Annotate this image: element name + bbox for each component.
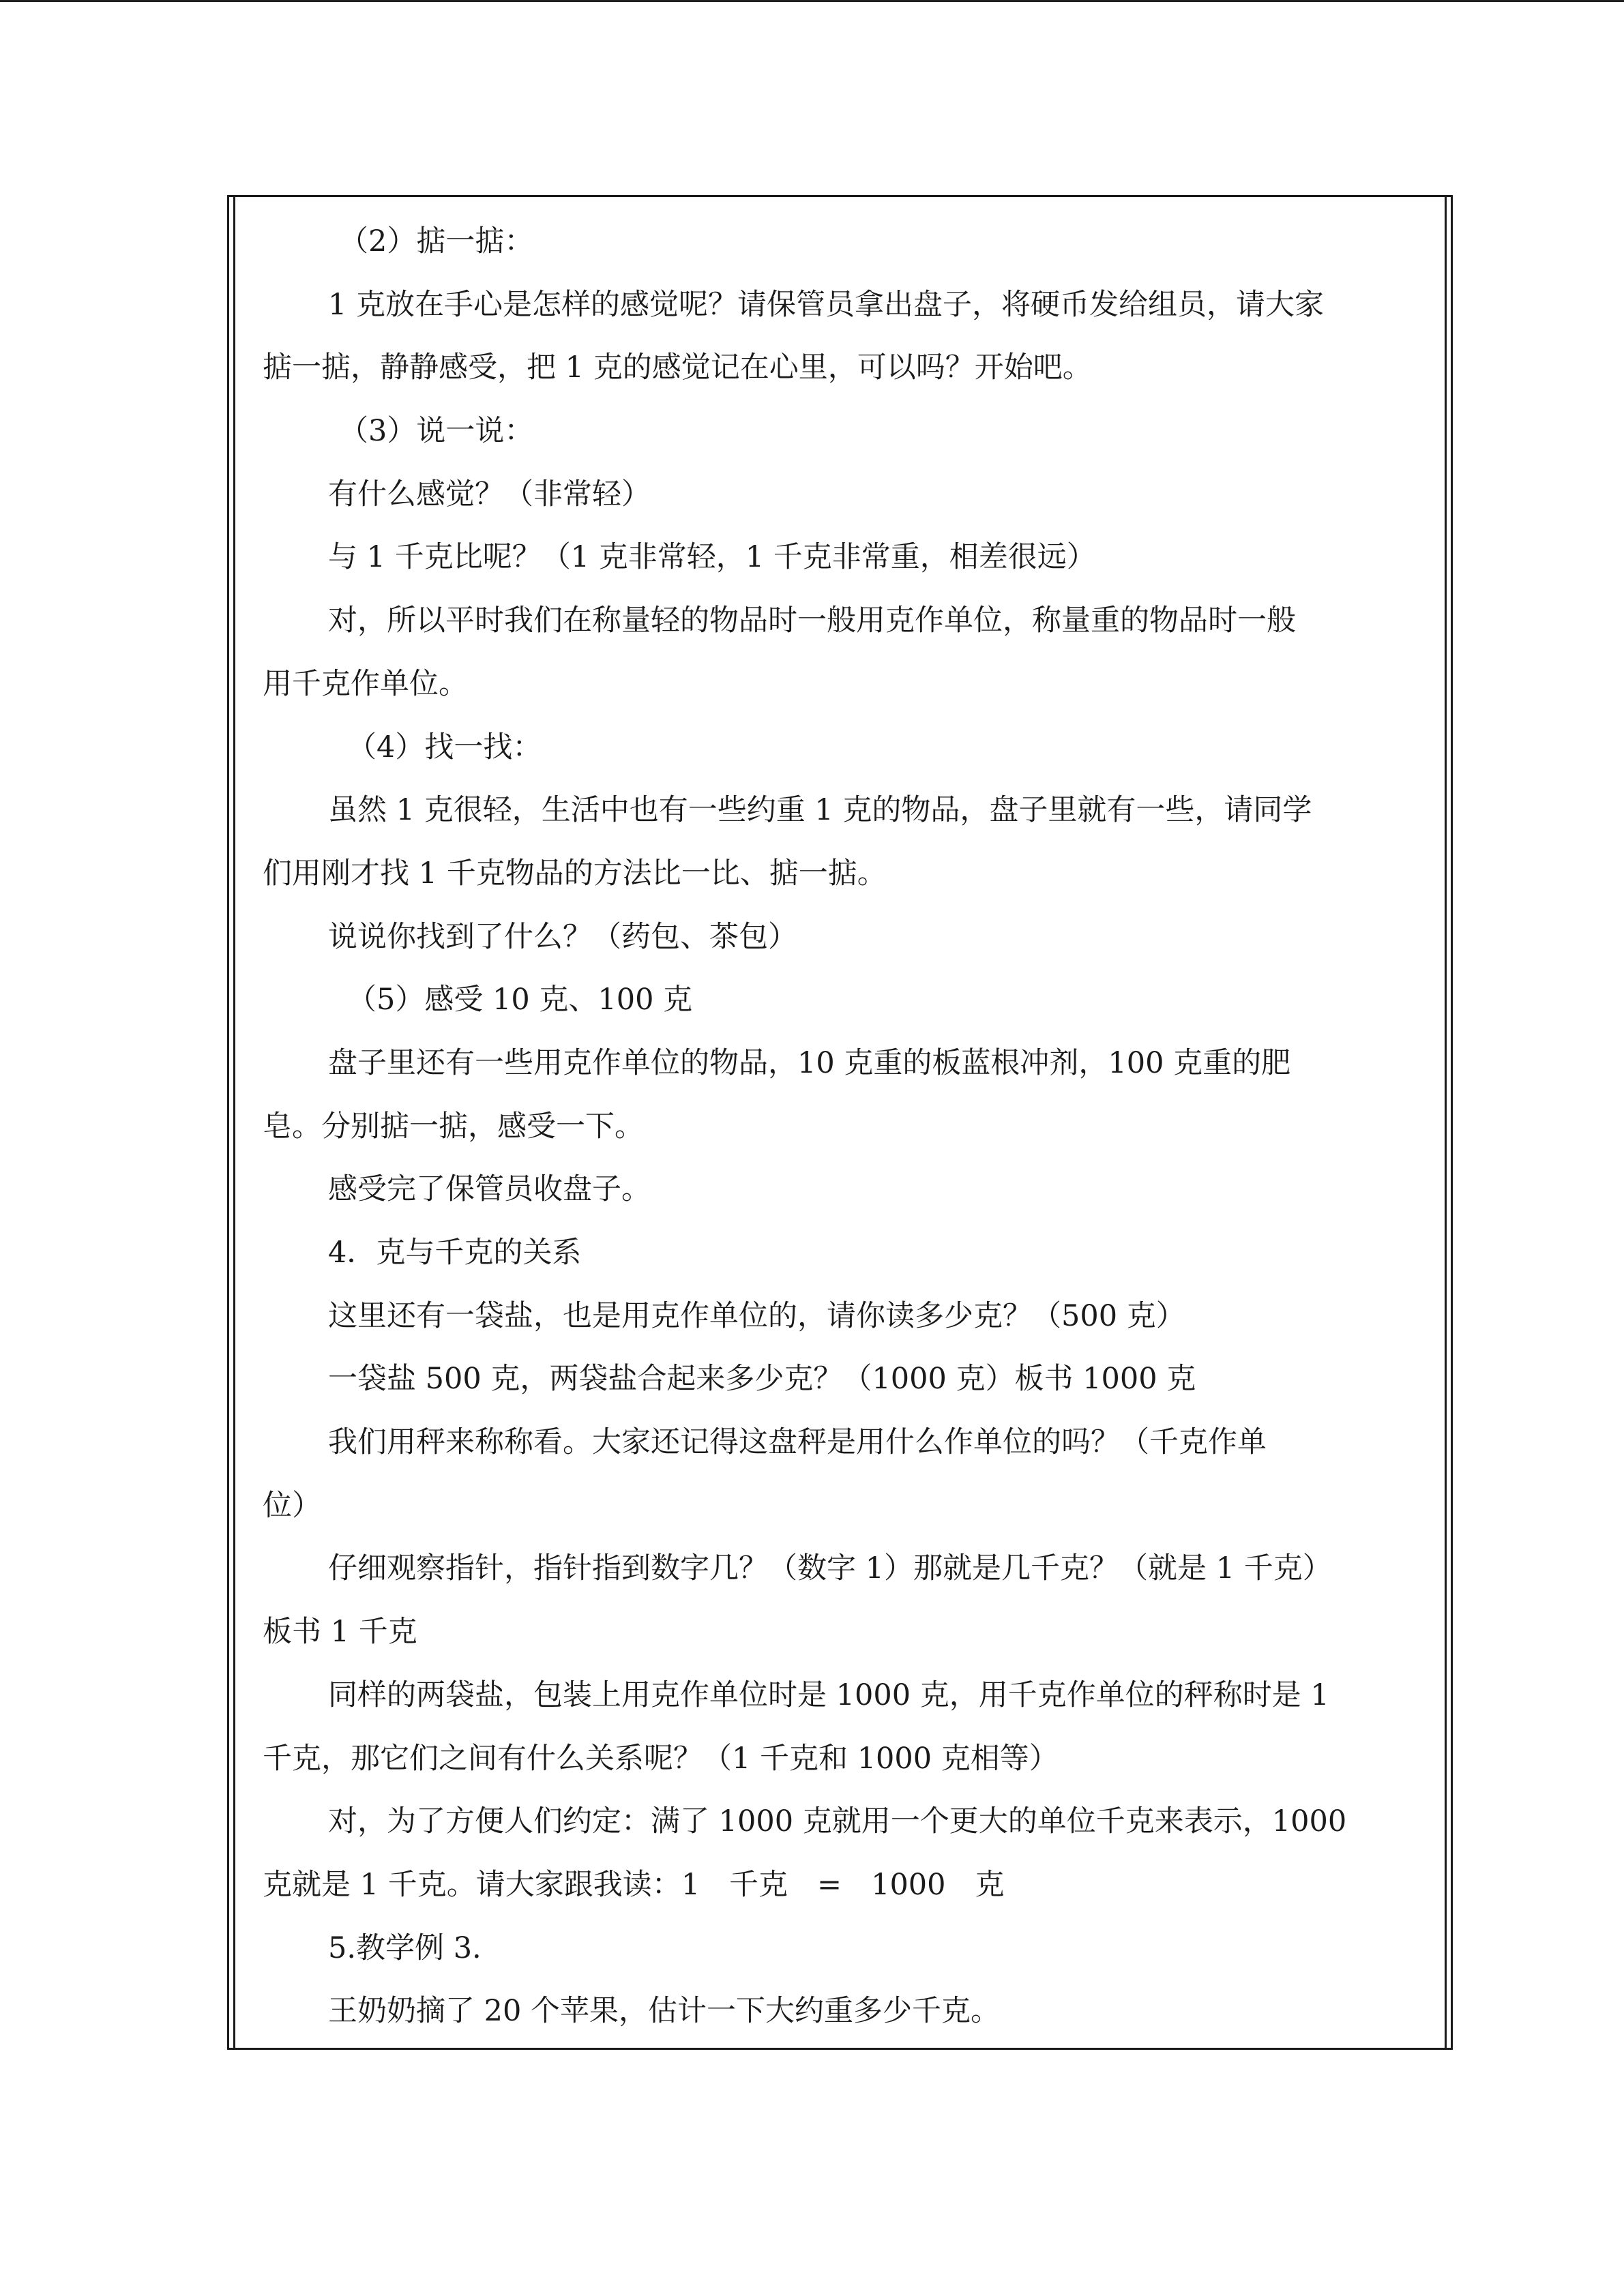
paragraph-line: 克就是 1 千克。请大家跟我读：1 千克 = 1000 克	[263, 1867, 1005, 1902]
table-border-top	[227, 195, 1453, 197]
paragraph-line: 这里还有一袋盐，也是用克作单位的，请你读多少克？（500 克）	[328, 1298, 1185, 1333]
paragraph-line: 虽然 1 克很轻，生活中也有一些约重 1 克的物品，盘子里就有一些，请同学	[328, 793, 1312, 828]
lesson-text	[263, 210, 1426, 2043]
section-heading-example: 5.教学例 3.	[328, 1930, 482, 1965]
table-border-left	[227, 195, 235, 2050]
table-border-bottom	[227, 2048, 1453, 2050]
paragraph-line: 板书 1 千克	[263, 1615, 417, 1650]
paragraph-line: 们用刚才找 1 千克物品的方法比一比、掂一掂。	[263, 856, 887, 891]
table-border-right	[1445, 195, 1453, 2050]
step-heading-feel: （5）感受 10 克、100 克	[347, 983, 693, 1017]
paragraph-line: 对，所以平时我们在称量轻的物品时一般用克作单位，称量重的物品时一般	[328, 603, 1296, 638]
paragraph-line: 同样的两袋盐，包装上用克作单位时是 1000 克，用千克作单位的秤称时是 1	[328, 1678, 1329, 1712]
paragraph-line: 王奶奶摘了 20 个苹果，估计一下大约重多少千克。	[328, 1994, 1001, 2029]
paragraph-line: 1 克放在手心是怎样的感觉呢？请保管员拿出盘子，将硬币发给组员，请大家	[328, 287, 1325, 322]
section-heading-relation: 4．克与千克的关系	[328, 1236, 582, 1270]
paragraph-line: 用千克作单位。	[263, 666, 468, 701]
paragraph-line: 盘子里还有一些用克作单位的物品，10 克重的板蓝根冲剂，100 克重的肥	[328, 1045, 1291, 1080]
paragraph-line: 千克，那它们之间有什么关系呢？（1 千克和 1000 克相等）	[263, 1741, 1059, 1776]
paragraph-line: 仔细观察指针，指针指到数字几？（数字 1）那就是几千克？（就是 1 千克）	[328, 1551, 1332, 1586]
paragraph-line: 掂一掂，静静感受，把 1 克的感觉记在心里，可以吗？开始吧。	[263, 351, 1092, 385]
paragraph-line: 我们用秤来称称看。大家还记得这盘秤是用什么作单位的吗？（千克作单	[328, 1425, 1267, 1460]
step-heading-find: （4）找一找：	[347, 730, 542, 764]
paragraph-line: 感受完了保管员收盘子。	[328, 1172, 651, 1207]
paragraph-line: 说说你找到了什么？（药包、茶包）	[328, 919, 797, 954]
paragraph-line: 与 1 千克比呢？（1 克非常轻，1 千克非常重，相差很远）	[328, 540, 1096, 575]
step-heading-weigh: （2）掂一掂：	[339, 224, 534, 258]
paragraph-line: 一袋盐 500 克，两袋盐合起来多少克？（1000 克）板书 1000 克	[328, 1362, 1196, 1397]
page-top-rule	[0, 0, 1624, 2]
paragraph-line: 位）	[263, 1488, 321, 1523]
step-heading-say: （3）说一说：	[339, 414, 534, 449]
lesson-table-cell	[227, 195, 1453, 2050]
paragraph-line: 皂。分别掂一掂，感受一下。	[263, 1109, 644, 1144]
paragraph-line: 有什么感觉？（非常轻）	[328, 477, 651, 511]
paragraph-line: 对，为了方便人们约定：满了 1000 克就用一个更大的单位千克来表示，1000	[328, 1804, 1347, 1839]
